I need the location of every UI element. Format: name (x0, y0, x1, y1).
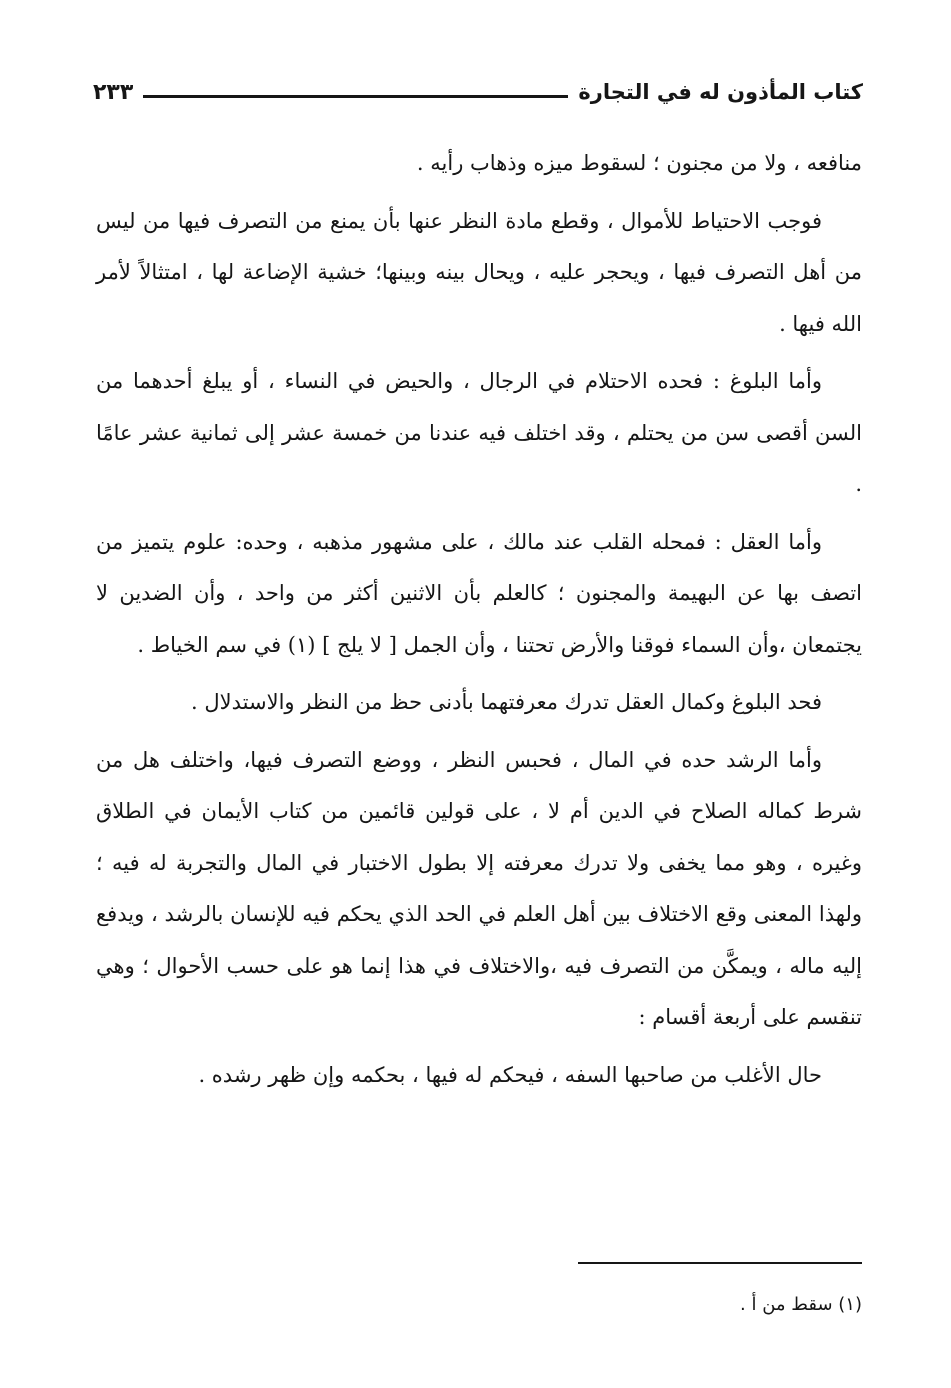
footnote-divider (578, 1262, 862, 1264)
paragraph: منافعه ، ولا من مجنون ؛ لسقوط ميزه وذهاب رأيه . (416, 151, 862, 175)
paragraph: وأما البلوغ : فحده الاحتلام في الرجال ، والحيض في النساء ، أو يبلغ أحدهما من السن أقصى سن من يحتلم ، وقد اختلف فيه عندنا من خمسة عشر إلى ثمانية عشر عامًا . (96, 369, 862, 496)
footnote: (١) سقط من أ . (740, 1294, 862, 1315)
paragraph: فوجب الاحتياط للأموال ، وقطع مادة النظر عنها بأن يمنع من التصرف فيها من ليس من أهل التصرف فيها ، ويحجر عليه ، ويحال بينه وبينها؛ خشية الإضاعة لها ، امتثالاً لأمر الله فيها . (96, 208, 862, 336)
paragraph: حال الأغلب من صاحبها السفه ، فيحكم له فيها ، بحكمه وإن ظهر رشده . (198, 1062, 822, 1087)
running-header-title: كتاب المأذون له في التجارة (578, 80, 863, 104)
header-rule (143, 95, 568, 98)
page-number: ٢٣٣ (93, 79, 134, 105)
paragraph: وأما العقل : فمحله القلب عند مالك ، على مشهور مذهبه ، وحده: علوم يتميز من اتصف بها عن البهيمة والمجنون ؛ كالعلم بأن الاثنين أكثر من واحد ، وأن الضدين لا يجتمعان ،وأن السماء فوقنا والأرض تحتنا ، وأن الجمل [ لا يلج ] (١) في سم الخياط . (96, 529, 862, 657)
running-header (93, 72, 863, 112)
body-text (96, 138, 862, 1107)
paragraph: فحد البلوغ وكمال العقل تدرك معرفتهما بأدنى حظ من النظر والاستدلال . (191, 690, 822, 714)
paragraph: وأما الرشد حده في المال ، فحبس النظر ، ووضع التصرف فيها، واختلف هل من شرط كماله الصلاح في الدين أم لا ، على قولين قائمين من كتاب الأيمان في الطلاق وغيره ، وهو مما يخفى ولا تدرك معرفته إلا بطول الاختبار في المال والتجربة له فيه ؛ ولهذا المعنى وقع الاختلاف بين أهل العلم في الحد الذي يحكم فيه للإنسان بالرشد ، ويدفع إليه ماله ، ويمكَّن من التصرف فيه ،والاختلاف في هذا إنما هو على حسب الأحوال ؛ وهي تنقسم على أربعة أقسام : (96, 747, 862, 1029)
